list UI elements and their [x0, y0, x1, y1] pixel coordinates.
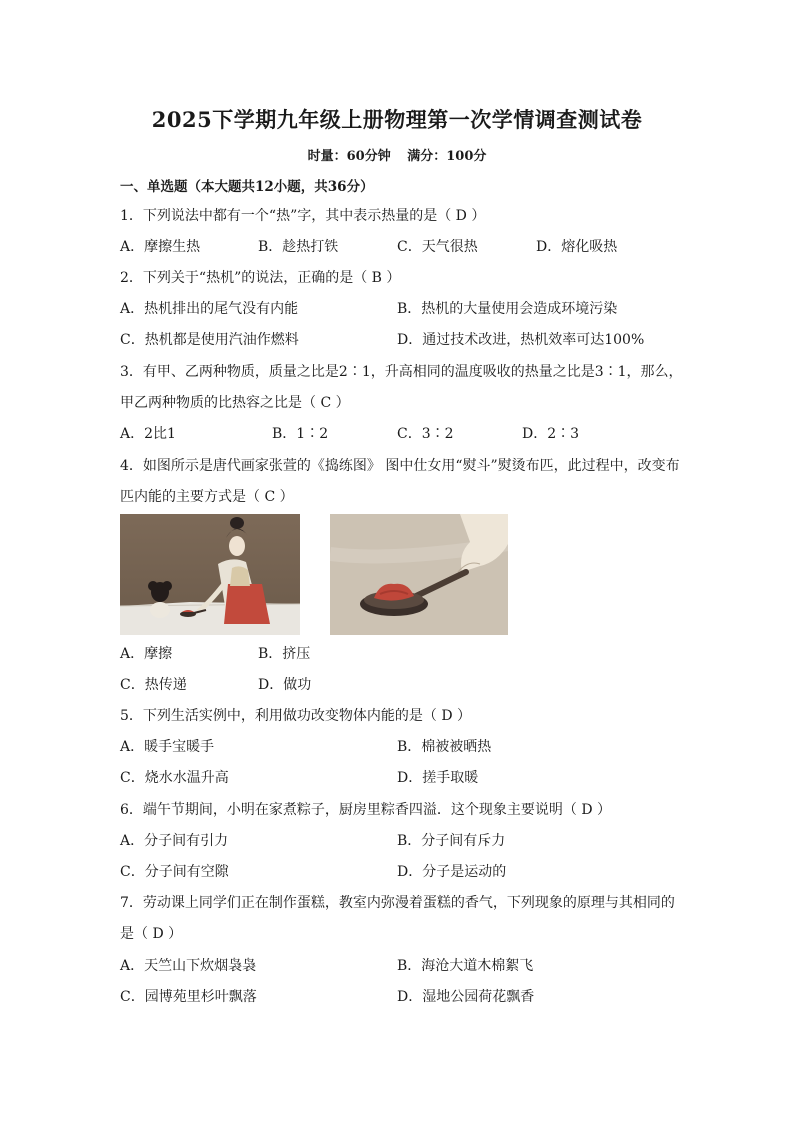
question-7-option-a: A．天竺山下炊烟袅袅: [120, 958, 257, 974]
question-4-option-d: D．做功: [258, 677, 312, 693]
full-score: 满分：100分: [407, 149, 487, 164]
exam-meta: [0, 145, 794, 164]
question-3-stem-line-2: 甲乙两种物质的比热容之比是（ C ）: [120, 395, 350, 411]
question-6-option-d: D．分子是运动的: [397, 864, 507, 880]
question-3-option-a: A．2比1: [120, 426, 176, 442]
question-2-option-b: B．热机的大量使用会造成环境污染: [397, 301, 618, 317]
question-6-option-b: B．分子间有斥力: [397, 833, 506, 849]
question-6-stem: 6．端午节期间，小明在家煮粽子，厨房里粽香四溢．这个现象主要说明（ D ）: [120, 802, 612, 818]
question-3-option-b: B．1∶2: [272, 426, 329, 442]
section-heading: 一、单选题（本大题共12小题，共36分）: [120, 179, 374, 195]
question-4-option-a: A．摩擦: [120, 646, 173, 662]
question-7-stem-line-1: 7．劳动课上同学们正在制作蛋糕，教室内弥漫着蛋糕的香气，下列现象的原理与其相同的: [120, 895, 675, 911]
question-6-option-c: C．分子间有空隙: [120, 864, 229, 880]
question-6-option-a: A．分子间有引力: [120, 833, 229, 849]
question-2-option-d: D．通过技术改进，热机效率可达100%: [397, 332, 645, 348]
question-1-stem: 1．下列说法中都有一个“热”字，其中表示热量的是（ D ）: [120, 208, 486, 224]
question-4-option-b: B．挤压: [258, 646, 311, 662]
question-1-option-b: B．趁热打铁: [258, 239, 339, 255]
question-5-option-a: A．暖手宝暖手: [120, 739, 215, 755]
page-title: 2025下学期九年级上册物理第一次学情调查测试卷: [151, 107, 643, 132]
question-1-option-d: D．熔化吸热: [536, 239, 618, 255]
question-2-stem: 2．下列关于“热机”的说法，正确的是（ B ）: [120, 270, 401, 286]
question-7-option-c: C．园博苑里杉叶飘落: [120, 989, 257, 1005]
question-4-option-c: C．热传递: [120, 677, 187, 693]
question-3-option-c: C．3∶2: [397, 426, 454, 442]
painting-iron-closeup-image: [330, 514, 508, 635]
question-2-option-a: A．热机排出的尾气没有内能: [120, 301, 299, 317]
question-7-stem-line-2: 是（ D ）: [120, 926, 183, 942]
question-5-stem: 5．下列生活实例中，利用做功改变物体内能的是（ D ）: [120, 708, 472, 724]
question-7-option-b: B．海沧大道木棉絮飞: [397, 958, 534, 974]
question-5-option-c: C．烧水水温升高: [120, 770, 229, 786]
question-3-stem-line-1: 3．有甲、乙两种物质，质量之比是2∶1，升高相同的温度吸收的热量之比是3∶1，那么，: [120, 364, 683, 380]
question-5-option-d: D．搓手取暖: [397, 770, 479, 786]
painting-lady-ironing-image: [120, 514, 300, 635]
question-1-option-c: C．天气很热: [397, 239, 478, 255]
question-4-stem-line-2: 匹内能的主要方式是（ C ）: [120, 489, 294, 505]
question-5-option-b: B．棉被被晒热: [397, 739, 492, 755]
question-4-stem-line-1: 4．如图所示是唐代画家张萱的《捣练图》 图中仕女用“熨斗”熨烫布匹，此过程中，改变布: [120, 458, 680, 474]
question-2-option-c: C．热机都是使用汽油作燃料: [120, 332, 299, 348]
question-1-option-a: A．摩擦生热: [120, 239, 201, 255]
question-7-option-d: D．湿地公园荷花飘香: [397, 989, 535, 1005]
time-limit: 时量：60分钟: [307, 149, 391, 164]
question-3-option-d: D．2∶3: [522, 426, 580, 442]
